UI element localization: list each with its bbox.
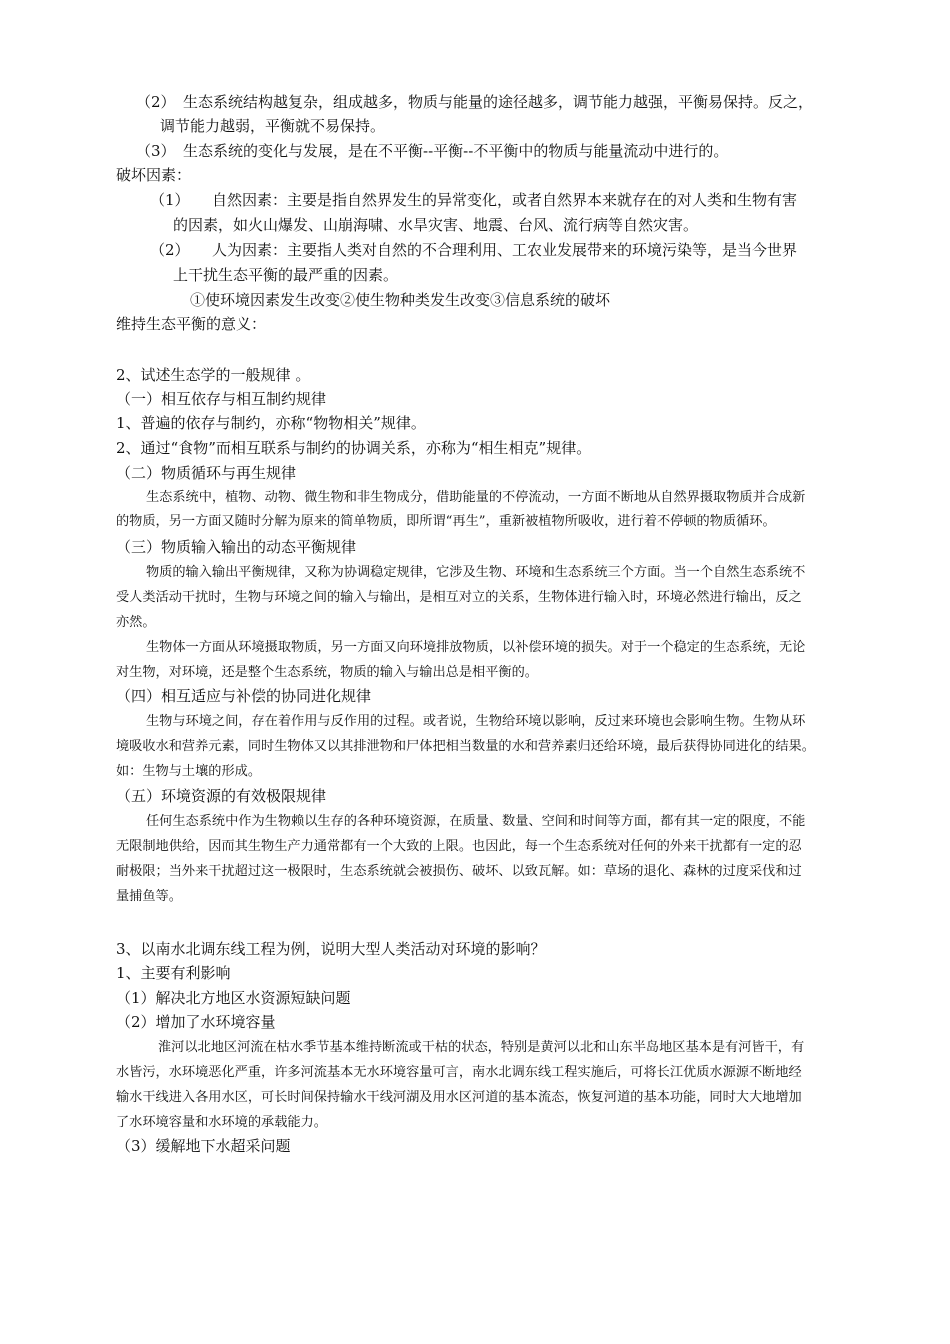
human-factor-line-1: （2） 人为因素：主要指人类对自然的不合理利用、工农业发展带来的环境污染等，是当今世界 — [150, 241, 798, 259]
question-2-title: 2、试述生态学的一般规律 。 — [116, 366, 311, 384]
question-3-para-line-3: 输水干线进入各用水区，可长时间保持输水干线河湖及用水区河道的基本流态，恢复河道的基本功能，同时大大地增加 — [116, 1090, 802, 1105]
question-3-item-b: （2）增加了水环境容量 — [116, 1013, 276, 1031]
section-5-para-line-4: 量捕鱼等。 — [116, 889, 182, 904]
section-1-item-2: 2、通过“食物”而相互联系与制约的协调关系，亦称为“相生相克”规律。 — [116, 439, 592, 457]
question-3-title: 3、以南水北调东线工程为例，说明大型人类活动对环境的影响？ — [116, 940, 546, 958]
section-3-para-b-line-1: 生物体一方面从环境摄取物质，另一方面又向环境排放物质，以补偿环境的损失。对于一个稳定的生态系统，无论 — [146, 640, 806, 655]
natural-factor-line-1: （1） 自然因素：主要是指自然界发生的异常变化，或者自然界本来就存在的对人类和生物有害 — [150, 191, 798, 209]
balance-point-2-line-2: 调节能力越弱，平衡就不易保持。 — [160, 117, 386, 135]
section-4-para-line-2: 境吸收水和营养元素，同时生物体又以其排泄物和尸体把相当数量的水和营养素归还给环境，最后获得协同进化的结果。 — [116, 739, 815, 754]
question-3-para-line-4: 了水环境容量和水环境的承载能力。 — [116, 1115, 327, 1130]
section-5-para-line-3: 耐极限；当外来干扰超过这一极限时，生态系统就会被损伤、破坏、以致瓦解。如：草场的退化、森林的过度采伐和过 — [116, 864, 802, 879]
section-5-heading: （五）环境资源的有效极限规律 — [116, 787, 327, 805]
section-4-heading: （四）相互适应与补偿的协同进化规律 — [116, 687, 372, 705]
human-factor-effects: ①使环境因素发生改变②使生物种类发生改变③信息系统的破坏 — [190, 291, 611, 309]
natural-factor-line-2: 的因素，如火山爆发、山崩海啸、水旱灾害、地震、台风、流行病等自然灾害。 — [173, 216, 699, 234]
section-1-item-1: 1、普遍的依存与制约，亦称“物物相关”规律。 — [116, 414, 426, 432]
question-3-point-1: 1、主要有利影响 — [116, 964, 231, 982]
section-5-para-line-2: 无限制地供给，因而其生物生产力通常都有一个大致的上限。也因此，每一个生态系统对任何的外来干扰都有一定的忍 — [116, 839, 802, 854]
question-3-item-c: （3）缓解地下水超采问题 — [116, 1137, 291, 1155]
section-3-para-a-line-1: 物质的输入输出平衡规律，又称为协调稳定规律，它涉及生物、环境和生态系统三个方面。当一个自然生态系统不 — [146, 565, 806, 580]
section-4-para-line-3: 如：生物与土壤的形成。 — [116, 764, 262, 779]
question-3-para-line-1: 淮河以北地区河流在枯水季节基本维持断流或干枯的状态，特别是黄河以北和山东半岛地区基本是有河皆干，有 — [158, 1040, 805, 1055]
section-3-para-a-line-3: 亦然。 — [116, 615, 156, 630]
heading-significance: 维持生态平衡的意义： — [116, 315, 267, 333]
human-factor-line-2: 上干扰生态平衡的最严重的因素。 — [173, 266, 399, 284]
section-5-para-line-1: 任何生态系统中作为生物赖以生存的各种环境资源，在质量、数量、空间和时间等方面，都有其一定的限度，不能 — [146, 814, 806, 829]
section-3-heading: （三）物质输入输出的动态平衡规律 — [116, 538, 357, 556]
balance-point-2-line-1: （2） 生态系统结构越复杂，组成越多，物质与能量的途径越多，调节能力越强，平衡易保持。反之， — [136, 93, 814, 111]
section-1-heading: （一）相互依存与相互制约规律 — [116, 390, 327, 408]
section-3-para-b-line-2: 对生物，对环境，还是整个生态系统，物质的输入与输出总是相平衡的。 — [116, 665, 538, 680]
balance-point-3: （3） 生态系统的变化与发展，是在不平衡--平衡--不平衡中的物质与能量流动中进行的。 — [136, 142, 729, 160]
section-2-heading: （二）物质循环与再生规律 — [116, 464, 297, 482]
section-4-para-line-1: 生物与环境之间，存在着作用与反作用的过程。或者说，生物给环境以影响，反过来环境也会影响生物。生物从环 — [146, 714, 806, 729]
heading-destructive-factors: 破坏因素： — [116, 166, 192, 184]
section-2-para-line-1: 生态系统中，植物、动物、微生物和非生物成分，借助能量的不停流动，一方面不断地从自然界摄取物质并合成新 — [146, 490, 806, 505]
section-3-para-a-line-2: 受人类活动干扰时，生物与环境之间的输入与输出，是相互对立的关系，生物体进行输入时，环境必然进行输出，反之 — [116, 590, 802, 605]
question-3-para-line-2: 水皆污，水环境恶化严重，许多河流基本无水环境容量可言，南水北调东线工程实施后，可将长江优质水源源不断地经 — [116, 1065, 802, 1080]
question-3-item-a: （1）解决北方地区水资源短缺问题 — [116, 989, 351, 1007]
section-2-para-line-2: 的物质，另一方面又随时分解为原来的简单物质，即所谓“再生”，重新被植物所吸收，进行着不停顿的物质循环。 — [116, 514, 776, 529]
